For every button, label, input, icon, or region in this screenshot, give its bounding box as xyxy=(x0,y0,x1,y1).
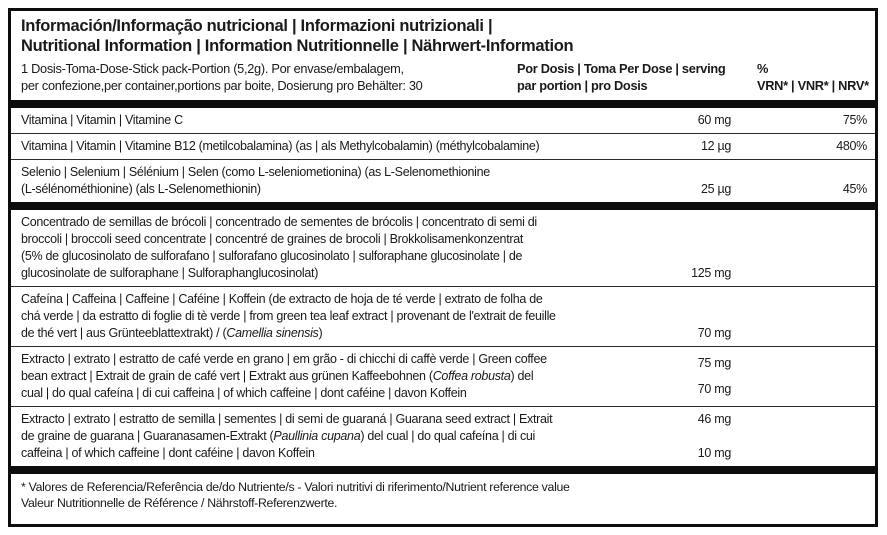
nrv-percent: 480% xyxy=(836,139,867,153)
column-header-per-dose-line2: par portion | pro Dosis xyxy=(517,78,648,93)
reference-footnote xyxy=(11,474,875,515)
nrv-column xyxy=(731,351,867,402)
amount-value: 12 µg xyxy=(700,139,731,153)
section-divider xyxy=(11,202,875,210)
amount-value: 75 mg xyxy=(697,356,731,371)
thick-divider-top xyxy=(11,100,875,108)
nutrient-name: Cafeína | Caffeina | Caffeine | Caféine | Koffein (de extracto de hoja de té verde | extrato de folha de chá verde | da estratto di foglie di tè verde | from green tea leaf extract | provenant de l'extrait de feuille de thé vert | aus Grünteeblattextrakt) / (Camellia sinensis) xyxy=(21,292,556,340)
amount-value: 10 mg xyxy=(697,446,731,460)
nrv-percent: 45% xyxy=(842,182,867,196)
column-header-nrv xyxy=(757,60,867,94)
amount-value: 70 mg xyxy=(697,326,731,340)
reference-footnote-line2: Valeur Nutritionnelle de Référence / Nährstoff-Referenzwerte. xyxy=(21,496,338,510)
nrv-column xyxy=(731,411,867,462)
amount-value: 60 mg xyxy=(697,113,731,127)
table-row xyxy=(11,159,875,202)
serving-info-line2: per confezione,per container,portions par boite, Dosierung pro Behälter: 30 xyxy=(21,78,423,93)
nrv-column xyxy=(731,291,867,342)
reference-footnote-line1: * Valores de Referencia/Referência de/do Nutriente/s - Valori nutritivi di riferimento/Nutrient reference value xyxy=(21,480,570,494)
table-section xyxy=(11,108,875,202)
table-header xyxy=(11,58,875,100)
amount-value: 125 mg xyxy=(691,266,731,280)
nrv-column xyxy=(731,138,867,155)
nutrient-name: Extracto | extrato | estratto de café verde en grano | em grão - di chicchi di caffè verde | Green coffee bean extract | Extrait de grain de café vert | Extrakt aus grünen Kaffeebohnen (Coffea robusta) del cual | do qual cafeína | di cui caffeina | of which caffeine | dont caféine | davon Koffein xyxy=(21,352,547,400)
nutrient-name: Selenio | Selenium | Sélénium | Selen (como L-seleniometionina) (as L-Selenomethionine (L-sélénométhionine) (als L-Selenomethionin) xyxy=(21,165,490,196)
serving-info xyxy=(21,60,517,94)
label-title xyxy=(11,11,875,58)
table-row xyxy=(11,346,875,406)
label-title-line1: Información/Informação nutricional | Informazioni nutrizionali | xyxy=(21,17,493,35)
label-title-line2: Nutritional Information | Information Nutritionnelle | Nährwert-Information xyxy=(21,37,574,55)
amount-value: 46 mg xyxy=(697,412,731,426)
table-row xyxy=(11,108,875,133)
table-section xyxy=(11,210,875,466)
amount-column xyxy=(653,112,731,129)
amount-column xyxy=(653,291,731,342)
amount-column xyxy=(653,351,731,402)
nutrition-label xyxy=(8,8,878,527)
column-header-nrv-line2: VRN* | VNR* | NRV* xyxy=(757,78,869,93)
nutrient-name: Vitamina | Vitamin | Vitamine B12 (metilcobalamina) (as | als Methylcobalamin) (méthylcobalamine) xyxy=(21,139,540,153)
nrv-column xyxy=(731,164,867,198)
amount-column xyxy=(653,411,731,462)
serving-info-line1: 1 Dosis-Toma-Dose-Stick pack-Portion (5,2g). Por envase/embalagem, xyxy=(21,61,404,76)
nutrient-name: Concentrado de semillas de brócoli | concentrado de sementes de brócolis | concentrato di semi di broccoli | broccoli seed concentrate | concentré de graines de brocoli | Brokkolisamenkonzentrat (5% de glucosinolato de sulforafano | sulforafano glucosinolato | sulforaphane glucosinolate | de glucosinolate de sulforaphane | Sulforaphanglucosinolat) xyxy=(21,215,537,280)
amount-column xyxy=(653,138,731,155)
thick-divider-bottom xyxy=(11,466,875,474)
nrv-column xyxy=(731,214,867,282)
nutrient-table xyxy=(11,108,875,466)
column-header-per-dose xyxy=(517,60,757,94)
amount-value: 70 mg xyxy=(697,381,731,396)
nutrient-name: Extracto | extrato | estratto de semilla | sementes | di semi de guaraná | Guarana seed extract | Extrait de graine de guarana | Guaranasamen-Extrakt (Paullinia cupana) del cual | do qual cafeína | di cui caffeina | of which caffeine | dont caféine | davon Koffein xyxy=(21,412,553,460)
nrv-percent: 75% xyxy=(842,113,867,127)
amount-column xyxy=(653,214,731,282)
amount-column xyxy=(653,164,731,198)
column-header-nrv-line1: % xyxy=(757,61,769,76)
table-row xyxy=(11,406,875,466)
table-row xyxy=(11,286,875,346)
amount-value: 25 µg xyxy=(700,182,731,196)
table-row xyxy=(11,210,875,286)
nutrient-name: Vitamina | Vitamin | Vitamine C xyxy=(21,113,183,127)
nrv-column xyxy=(731,112,867,129)
table-row xyxy=(11,133,875,159)
column-header-per-dose-line1: Por Dosis | Toma Per Dose | serving xyxy=(517,61,726,76)
